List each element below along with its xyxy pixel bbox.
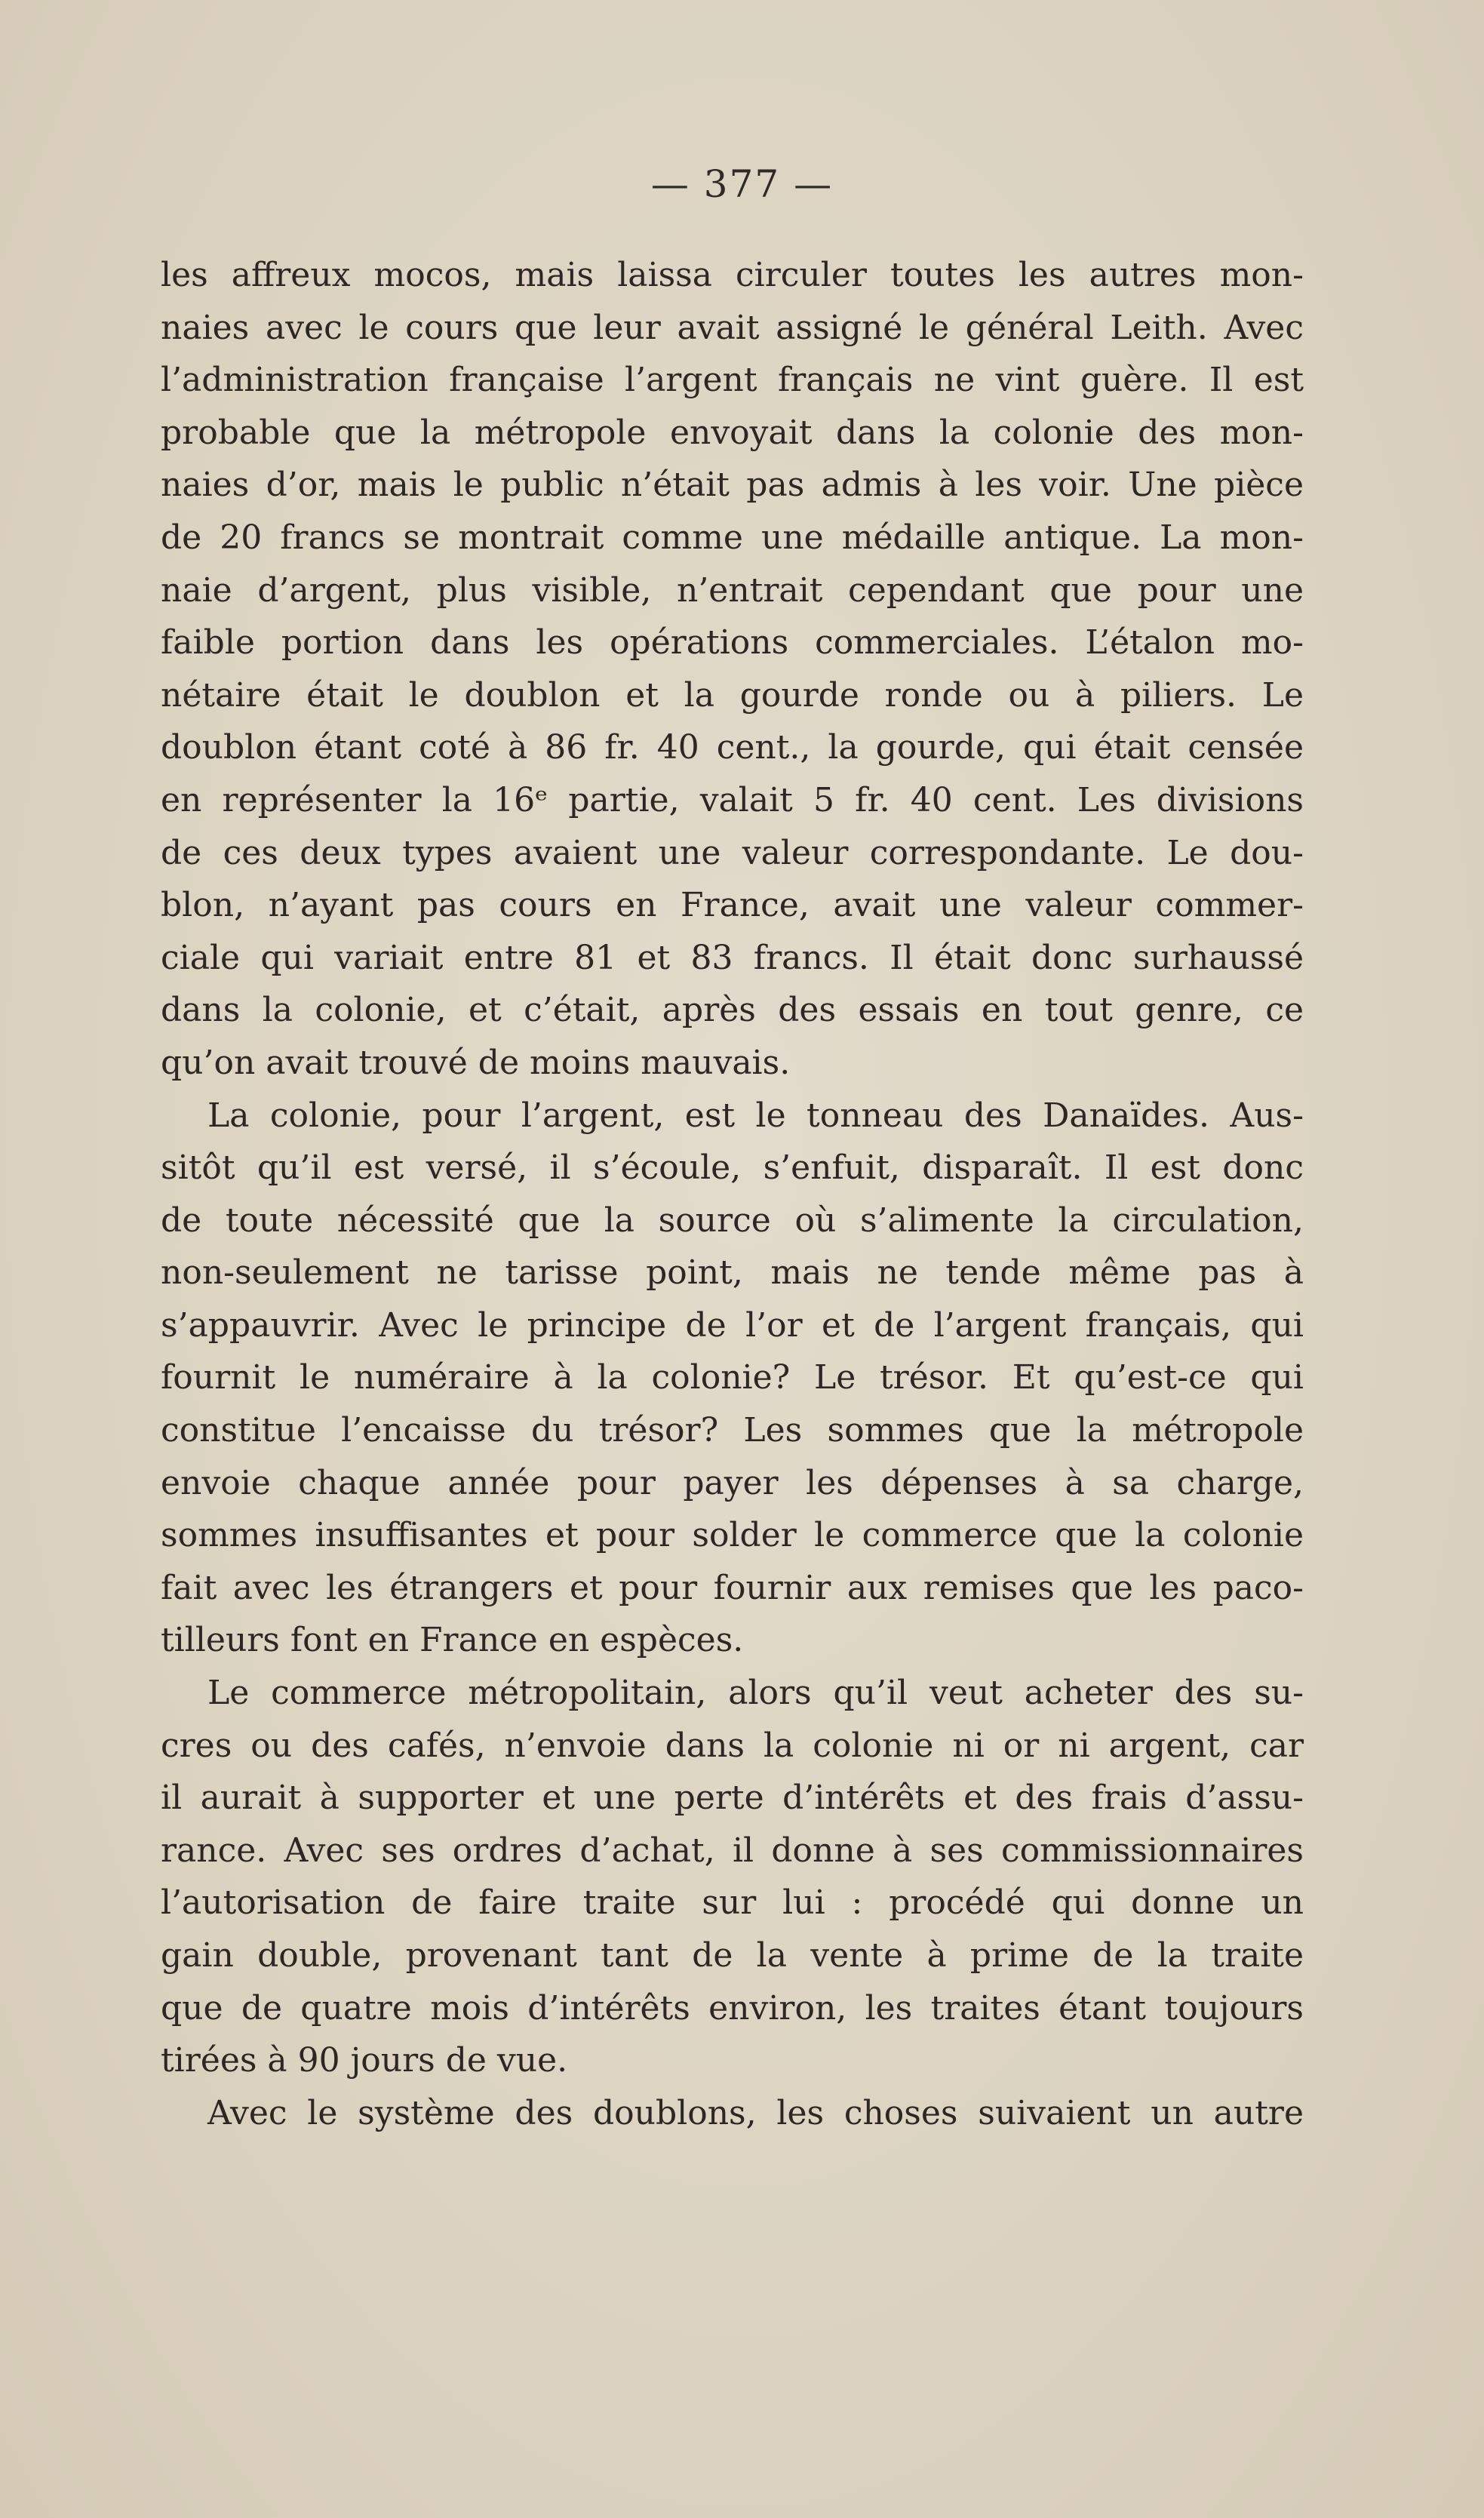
text-line: sommes insuffisantes et pour solder le commerce que la colonie bbox=[161, 1516, 1304, 1555]
text-line: rance. Avec ses ordres d’achat, il donne à ses commissionnaires bbox=[161, 1831, 1304, 1870]
text-line: de ces deux types avaient une valeur correspondante. Le dou- bbox=[161, 833, 1304, 872]
text-line: envoie chaque année pour payer les dépenses à sa charge, bbox=[161, 1463, 1304, 1502]
text-line: non-seulement ne tarisse point, mais ne tende même pas à bbox=[161, 1253, 1304, 1293]
text-line: La colonie, pour l’argent, est le tonneau des Danaïdes. Aus- bbox=[207, 1096, 1304, 1135]
text-line: cres ou des cafés, n’envoie dans la colonie ni or ni argent, car bbox=[161, 1726, 1304, 1765]
text-line: que de quatre mois d’intérêts environ, les traites étant toujours bbox=[161, 1988, 1304, 2028]
body-text bbox=[161, 249, 1304, 2139]
text-line: l’autorisation de faire traite sur lui : procédé qui donne un bbox=[161, 1883, 1304, 1923]
text-line: probable que la métropole envoyait dans la colonie des mon- bbox=[161, 413, 1304, 452]
text-line: nétaire était le doublon et la gourde ronde ou à piliers. Le bbox=[161, 675, 1304, 715]
text-line: s’appauvrir. Avec le principe de l’or et de l’argent français, qui bbox=[161, 1305, 1304, 1345]
text-line: sitôt qu’il est versé, il s’écoule, s’enfuit, disparaît. Il est donc bbox=[161, 1148, 1304, 1188]
text-line: naies d’or, mais le public n’était pas admis à les voir. Une pièce bbox=[161, 466, 1304, 505]
text-line: de 20 francs se montrait comme une médaille antique. La mon- bbox=[161, 518, 1304, 557]
text-line: les affreux mocos, mais laissa circuler toutes les autres mon- bbox=[161, 256, 1304, 294]
text-line: doublon étant coté à 86 fr. 40 cent., la gourde, qui était censée bbox=[161, 728, 1304, 767]
text-line: Avec le système des doublons, les choses suivaient un autre bbox=[207, 2093, 1304, 2132]
text-line: en représenter la 16ᵉ partie, valait 5 fr. 40 cent. Les divisions bbox=[161, 780, 1304, 819]
text-line: ciale qui variait entre 81 et 83 francs. Il était donc surhaussé bbox=[161, 938, 1304, 977]
text-line: faible portion dans les opérations commerciales. L’étalon mo- bbox=[161, 623, 1304, 663]
text-line: il aurait à supporter et une perte d’intérêts et des frais d’assu- bbox=[161, 1779, 1304, 1818]
text-line: dans la colonie, et c’était, après des essais en tout genre, ce bbox=[161, 991, 1304, 1030]
text-line: gain double, provenant tant de la vente à prime de la traite bbox=[161, 1936, 1304, 1975]
text-line: qu’on avait trouvé de moins mauvais. bbox=[161, 1043, 791, 1082]
text-line: blon, n’ayant pas cours en France, avait une valeur commer- bbox=[161, 886, 1304, 925]
text-line: fournit le numéraire à la colonie? Le trésor. Et qu’est-ce qui bbox=[161, 1358, 1304, 1397]
text-line: de toute nécessité que la source où s’alimente la circulation, bbox=[161, 1201, 1304, 1240]
text-line: constitue l’encaisse du trésor? Les sommes que la métropole bbox=[161, 1411, 1304, 1450]
text-line: fait avec les étrangers et pour fournir aux remises que les paco- bbox=[161, 1568, 1304, 1607]
text-line: tilleurs font en France en espèces. bbox=[161, 1621, 744, 1660]
page-number: — 377 — bbox=[650, 162, 834, 206]
text-line: Le commerce métropolitain, alors qu’il veut acheter des su- bbox=[207, 1674, 1304, 1713]
text-line: naie d’argent, plus visible, n’entrait cependant que pour une bbox=[161, 570, 1304, 610]
text-line: naies avec le cours que leur avait assigné le général Leith. Avec bbox=[161, 308, 1304, 347]
text-line: l’administration française l’argent français ne vint guère. Il est bbox=[161, 361, 1304, 400]
text-line: tirées à 90 jours de vue. bbox=[161, 2041, 568, 2080]
